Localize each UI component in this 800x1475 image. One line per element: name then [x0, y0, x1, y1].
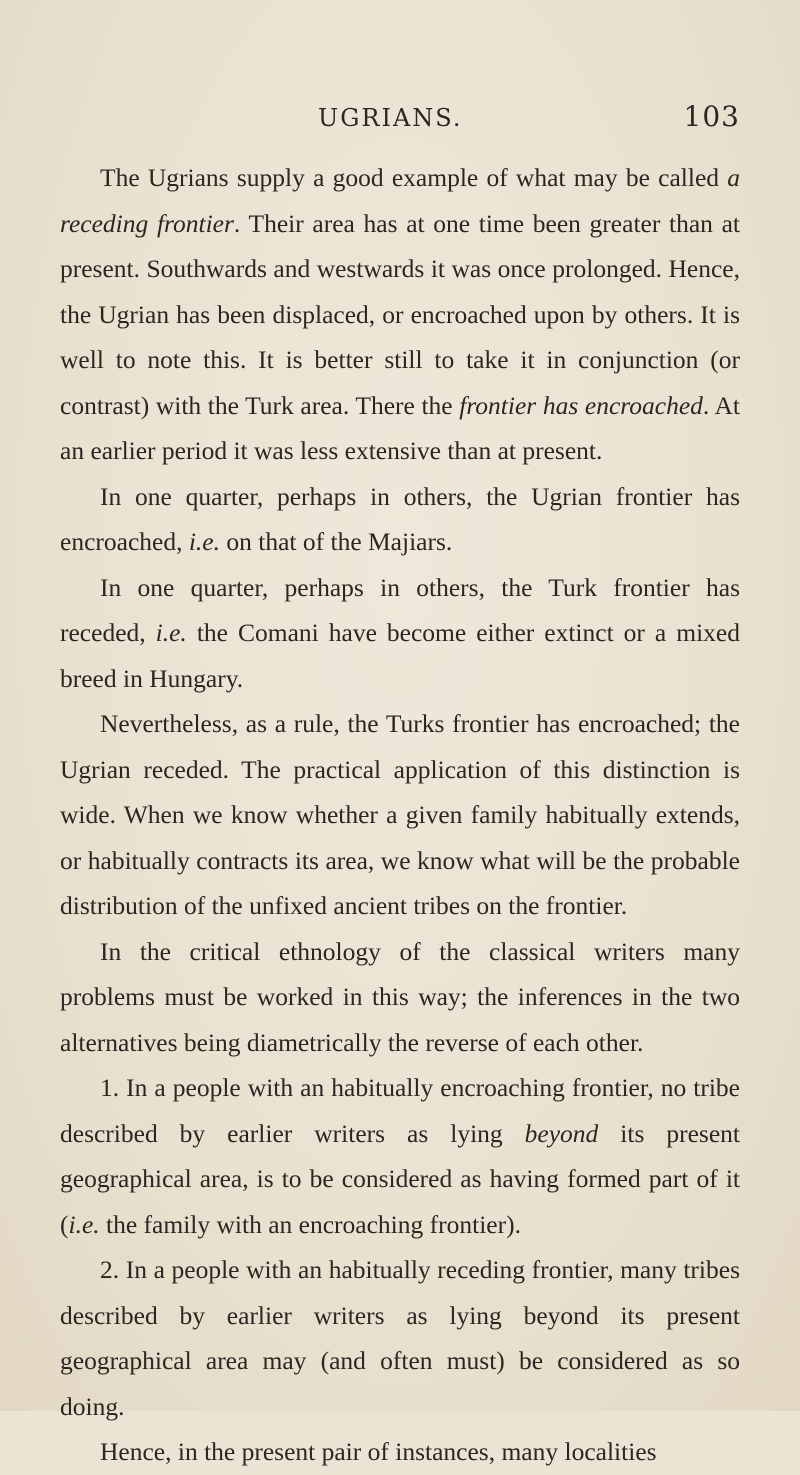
page-header [60, 96, 740, 146]
body-text [60, 155, 740, 1475]
paragraph [60, 1065, 740, 1247]
text-run: The Ugrians supply a good example of what may be called [100, 163, 728, 192]
text-run: on that of the Majiars. [220, 527, 453, 556]
text-run: its present geographical area, is to be considered as having formed part of it ( [60, 1118, 740, 1239]
text-run: Hence, in the present pair of instances, many localities [100, 1437, 657, 1466]
italic-text: frontier has encroached [459, 390, 703, 420]
text-run: In one quarter, perhaps in others, the Turk frontier has receded, [60, 572, 740, 647]
italic-text: a receding frontier [60, 163, 740, 238]
text-run: the family with an encroaching frontier). [99, 1209, 521, 1239]
italic-text: i.e. [188, 527, 220, 556]
text-run: 1. In a people with an habitually encroaching frontier, no tribe described by earlier writers as lying [60, 1073, 740, 1148]
text-run: In the critical ethnology of the classical writers many problems must be worked in this way; the inferences in the two alternatives being diametrically the reverse of each other. [60, 936, 740, 1057]
italic-text: i.e. [155, 618, 187, 647]
paragraph [60, 1247, 740, 1429]
italic-text: i.e. [68, 1209, 100, 1239]
paragraph [60, 155, 740, 474]
paragraph [60, 929, 740, 1066]
text-run: . At an earlier period it was less extensive than at present. [60, 390, 740, 465]
paragraph [60, 565, 740, 702]
paragraph [60, 1429, 740, 1475]
text-run: 2. In a people with an habitually receding frontier, many tribes described by earlier writers as lying beyond its present geographical area may (and often must) be considered as so doing. [60, 1255, 740, 1421]
paragraph [60, 701, 740, 929]
text-run: In one quarter, perhaps in others, the Ugrian frontier has encroached, [60, 481, 740, 556]
page-number: 103 [683, 100, 740, 133]
text-run: . Their area has at one time been greater than at present. Southwards and westwards it was once prolonged. Hence, the Ugrian has been displaced, or encroached upon by others. It is well to note this. It is better still to take it in conjunction (or contrast) with the Turk area. There the [60, 208, 740, 420]
paragraph [60, 474, 740, 565]
text-run: the Comani have become either extinct or a mixed breed in Hungary. [60, 618, 740, 693]
italic-text: beyond [524, 1118, 599, 1148]
running-head: UGRIANS. [318, 104, 463, 132]
text-run: Nevertheless, as a rule, the Turks frontier has encroached; the Ugrian receded. The practical application of this distinction is wide. When we know whether a given family habitually extends, or habitually contracts its area, we know what will be the probable distribution of the unfixed ancient tribes on the frontier. [60, 709, 740, 920]
